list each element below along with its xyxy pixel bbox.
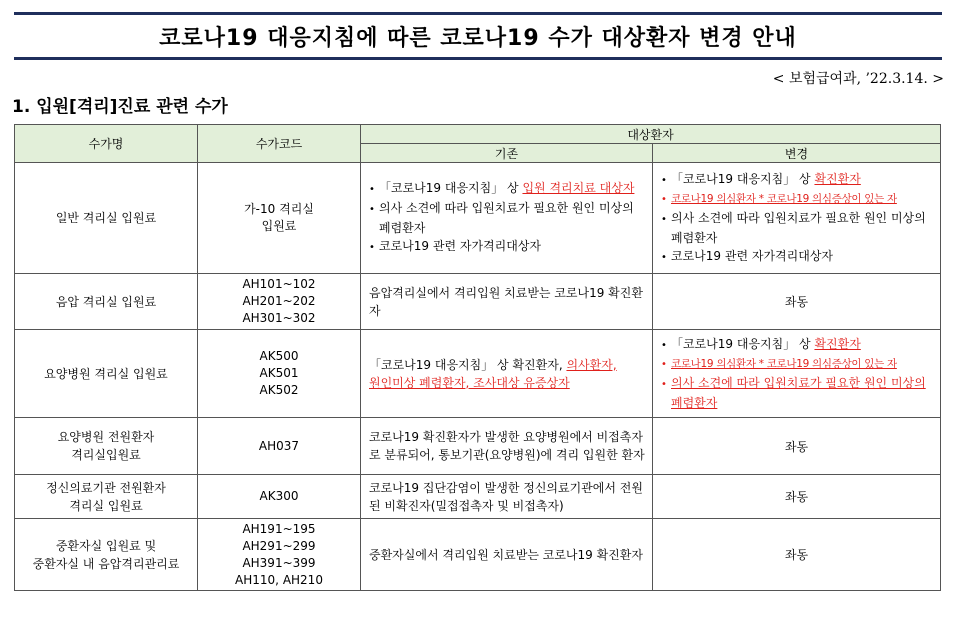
fee-code-line: AH037 [258, 438, 300, 453]
fee-table [14, 124, 941, 591]
plain-text: 「코로나19 대응지침」 상 확진환자, [369, 357, 567, 372]
fee-code-line: AH201~202 [242, 294, 316, 308]
bullet-item: • 코로나19 관련 자가격리대상자 [369, 237, 646, 257]
header-after: 변경 [653, 144, 941, 163]
bullet-item: • 의사 소견에 따라 입원치료가 필요한 원인 미상의 폐렴환자 [661, 374, 934, 412]
bullet-item: • 코로나19 관련 자가격리대상자 [661, 247, 934, 267]
bullet-item [661, 170, 934, 190]
fee-name-line: 정신의료기관 전원환자 [46, 480, 166, 495]
fee-code-line: AH110, AH210 [235, 572, 323, 587]
fee-code-line: AH191~195 [242, 521, 316, 536]
fee-name-line: 요양병원 격리실 입원료 [44, 366, 168, 381]
bullet-text: 「코로나19 대응지침」 상 [671, 171, 815, 186]
table-row [15, 418, 941, 475]
before-text [369, 356, 646, 374]
bullet-item: • 의사 소견에 따라 입원치료가 필요한 원인 미상의 폐렴환자 [661, 209, 934, 247]
fee-name-line: 일반 격리실 입원료 [55, 211, 157, 225]
bullet-item: • 코로나19 의심환자 * 코로나19 의심증상이 있는 자 [661, 355, 934, 374]
highlight-text: 의사환자, [566, 357, 617, 372]
fee-code-line: AH301~302 [242, 311, 316, 325]
fee-code-cell [198, 519, 361, 591]
fee-code-line: AK502 [259, 383, 299, 397]
fee-code-line: AK500 [259, 349, 299, 363]
header-fee-code: 수가코드 [198, 125, 361, 163]
bullet-text: 「코로나19 대응지침」 상 [671, 337, 815, 351]
fee-code-cell [198, 418, 361, 475]
before-cell [361, 163, 653, 274]
fee-code-cell [198, 274, 361, 330]
fee-name-line: 요양병원 전원환자 [57, 430, 155, 444]
table-row [15, 330, 941, 418]
fee-code-line: AH101~102 [242, 277, 316, 291]
table-row [15, 274, 941, 330]
fee-name-cell [15, 274, 198, 330]
title-bar [14, 12, 942, 60]
before-cell: 중환자실에서 격리입원 치료받는 코로나19 확진환자 [361, 519, 653, 591]
document-title: 코로나19 대응지침에 따른 코로나19 수가 대상환자 변경 안내 [159, 25, 797, 51]
fee-code-cell [198, 330, 361, 418]
header-fee-name: 수가명 [15, 125, 198, 163]
fee-code-line: AH291~299 [242, 538, 316, 553]
section-title: 1. 입원[격리]진료 관련 수가 [12, 97, 228, 117]
fee-name-line: 격리실입원료 [71, 448, 141, 462]
bullet-item [661, 335, 934, 355]
fee-name-cell [15, 519, 198, 591]
bullet-item: • 의사 소견에 따라 입원치료가 필요한 원인 미상의 폐렴환자 [369, 199, 646, 237]
highlight-text: 확진환자 [814, 337, 861, 351]
fee-code-cell [198, 475, 361, 519]
table-row [15, 475, 941, 519]
header-target-patient: 대상환자 [361, 125, 941, 144]
after-cell [653, 163, 941, 274]
bullet-item: • 코로나19 의심환자 * 코로나19 의심증상이 있는 자 [661, 190, 934, 209]
highlight-text: 확진환자 [814, 171, 861, 186]
highlight-text: 입원 격리치료 대상자 [522, 181, 635, 195]
fee-code-line: AK300 [259, 489, 299, 503]
before-cell: 음압격리실에서 격리입원 치료받는 코로나19 확진환자 [361, 274, 653, 330]
source-note: < 보험급여과, ’22.3.14. > [772, 71, 944, 87]
fee-code-line: AH391~399 [242, 555, 316, 570]
bullet-item [369, 179, 646, 199]
after-cell: 좌동 [653, 274, 941, 330]
fee-code-line: AK501 [259, 366, 299, 380]
bullet-text: 「코로나19 대응지침」 상 [379, 181, 523, 195]
fee-name-line: 음압 격리실 입원료 [55, 294, 157, 309]
fee-name-cell [15, 418, 198, 475]
fee-code-line: 가-10 격리실 [244, 202, 314, 216]
table-row [15, 163, 941, 274]
fee-code-cell [198, 163, 361, 274]
fee-name-cell [15, 475, 198, 519]
fee-name-line: 중환자실 입원료 및 [55, 538, 157, 553]
fee-name-line: 중환자실 내 음압격리관리료 [32, 556, 180, 571]
after-cell: 좌동 [653, 519, 941, 591]
after-cell: 좌동 [653, 475, 941, 519]
fee-name-cell [15, 163, 198, 274]
after-cell [653, 330, 941, 418]
fee-name-line: 격리실 입원료 [69, 498, 143, 513]
fee-code-line: 입원료 [261, 219, 297, 233]
after-cell: 좌동 [653, 418, 941, 475]
before-cell: 코로나19 확진환자가 발생한 요양병원에서 비접촉자로 분류되어, 통보기관(요양병원)에 격리 입원한 환자 [361, 418, 653, 475]
before-cell [361, 330, 653, 418]
before-cell: 코로나19 집단감염이 발생한 정신의료기관에서 전원된 비확진자(밀접접촉자 및 비접촉자) [361, 475, 653, 519]
header-before: 기존 [361, 144, 653, 163]
highlight-text: 원인미상 폐렴환자, 조사대상 유증상자 [369, 375, 570, 390]
table-row [15, 519, 941, 591]
fee-name-cell [15, 330, 198, 418]
